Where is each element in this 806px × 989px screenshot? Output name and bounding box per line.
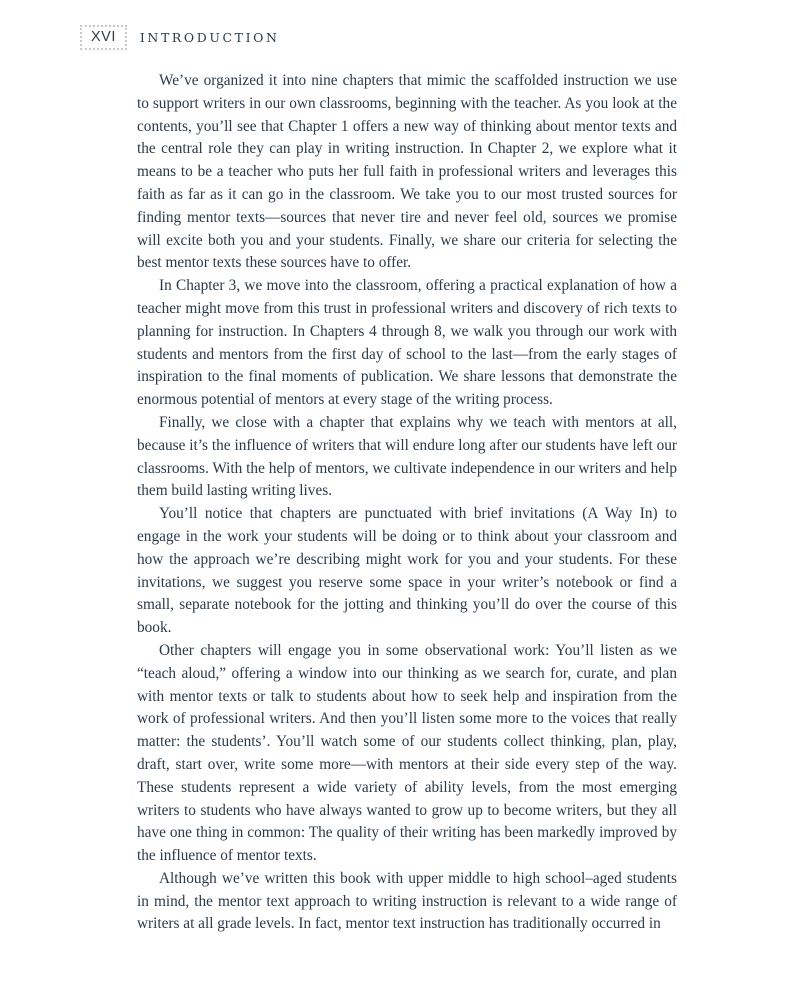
paragraph: We’ve organized it into nine chapters that mimic the scaffolded instruction we use to support writers in our own classrooms, beginning with the teacher. As you look at the contents, you’ll see that Chapter 1 offers a new way of thinking about mentor texts and the central role they can play in writing instruction. In Chapter 2, we explore what it means to be a teacher who puts her full faith in professional writers and leverages this faith as far as it can go in the classroom. We take you to our most trusted sources for finding mentor texts—sources that never tire and never feel old, sources we promise will excite both you and your students. Finally, we share our criteria for selecting the best mentor texts these sources have to offer. — [137, 72, 677, 272]
paragraph: In Chapter 3, we move into the classroom, offering a practical explanation of how a teacher might move from this trust in professional writers and discovery of rich texts to planning for instruction. In Chapters 4 through 8, we walk you through our work with students and mentors from the first day of school to the last—from the early stages of inspiration to the final moments of publication. We share lessons that demonstrate the enormous potential of mentors at every stage of the writing process. — [137, 277, 677, 409]
paragraph: Although we’ve written this book with upper middle to high school–aged students in mind, the mentor text approach to writing instruction is relevant to a wide range of writers at all grade levels. In fact, mentor text instruction has traditionally occurred in — [137, 869, 677, 933]
paragraph: Other chapters will engage you in some observational work: You’ll listen as we “teach aloud,” offering a window into our thinking as we search for, curate, and plan with mentor texts or talk to students about how to seek help and inspiration from the work of professional writers. And then you’ll listen some more to the voices that really matter: the students’. You’ll watch some of our students collect thinking, plan, play, draft, start over, write some more—with mentors at their side every step of the way. These students represent a wide variety of ability levels, from the most emerging writers to students who have always wanted to grow up to become writers, but they all have one thing in common: The quality of their writing has been markedly improved by the influence of mentor texts. — [137, 641, 677, 865]
paragraph: Finally, we close with a chapter that explains why we teach with mentors at all, because it’s the influence of writers that will endure long after our students have left our classrooms. With the help of mentors, we cultivate independence in our writers and help them build lasting writing lives. — [137, 413, 677, 500]
page-number: XVI — [80, 25, 127, 50]
section-title: INTRODUCTION — [139, 30, 280, 45]
paragraph: You’ll notice that chapters are punctuated with brief invitations (A Way In) to engage in the work your students will be doing or to think about your classroom and how the approach we’re describing might work for you and your students. For these invitations, we suggest you reserve some space in your writer’s notebook or find a small, separate notebook for the jotting and thinking you’ll do over the course of this book. — [137, 505, 677, 637]
running-head — [80, 25, 280, 50]
body-text — [137, 70, 677, 936]
